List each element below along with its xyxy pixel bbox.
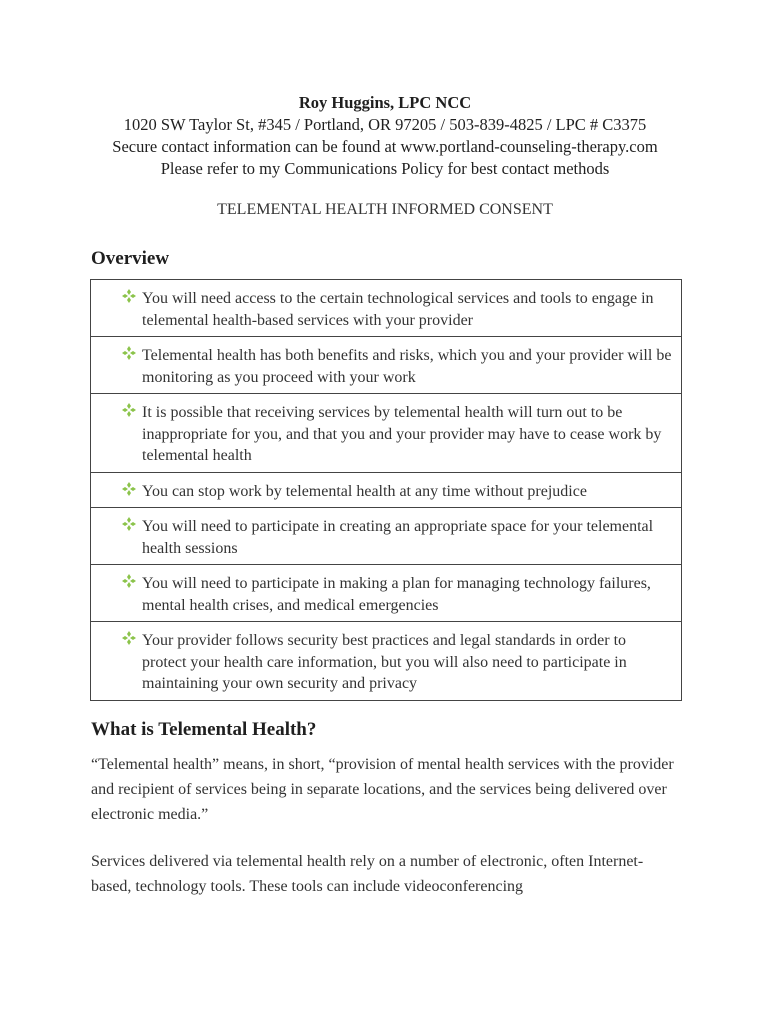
overview-item-text: You can stop work by telemental health at any time without prejudice xyxy=(142,482,587,500)
services-paragraph: Services delivered via telemental health rely on a number of electronic, often Internet-based, technology tools. These tools can include videoconferencing xyxy=(91,853,644,895)
overview-item-text: It is possible that receiving services by telemental health will turn out to be inappropriate for you, and that you and your provider may have to cease work by telemental health xyxy=(142,404,662,464)
diamond-bullet-icon xyxy=(122,346,136,360)
overview-row xyxy=(91,394,681,473)
overview-row xyxy=(91,565,681,622)
overview-table xyxy=(90,279,682,701)
diamond-bullet-icon xyxy=(122,403,136,417)
overview-row xyxy=(91,622,681,701)
policy-line: Please refer to my Communications Policy for best contact methods xyxy=(160,159,610,178)
overview-item-text: Telemental health has both benefits and risks, which you and your provider will be monitoring as you proceed with your work xyxy=(142,347,672,386)
letterhead xyxy=(0,92,770,180)
document-title: TELEMENTAL HEALTH INFORMED CONSENT xyxy=(217,201,553,218)
secure-contact-line: Secure contact information can be found at www.portland-counseling-therapy.com xyxy=(112,137,658,156)
diamond-bullet-icon xyxy=(122,574,136,588)
what-is-heading: What is Telemental Health? xyxy=(91,719,317,740)
overview-item-text: Your provider follows security best practices and legal standards in order to protect your health care information, but you will also need to participate in maintaining your own security and privacy xyxy=(142,632,627,692)
overview-row xyxy=(91,473,681,509)
diamond-bullet-icon xyxy=(122,289,136,303)
overview-row xyxy=(91,508,681,565)
overview-heading: Overview xyxy=(91,248,170,269)
overview-row xyxy=(91,337,681,394)
overview-item-text: You will need access to the certain technological services and tools to engage in telemental health-based services with your provider xyxy=(142,290,654,329)
diamond-bullet-icon xyxy=(122,482,136,496)
diamond-bullet-icon xyxy=(122,631,136,645)
overview-row xyxy=(91,280,681,337)
diamond-bullet-icon xyxy=(122,517,136,531)
definition-paragraph: “Telemental health” means, in short, “provision of mental health services with the provider and recipient of services being in separate locations, and the services being delivered over electronic media.” xyxy=(91,756,674,823)
overview-item-text: You will need to participate in creating an appropriate space for your telemental health sessions xyxy=(142,518,654,557)
provider-address: 1020 SW Taylor St, #345 / Portland, OR 97205 / 503-839-4825 / LPC # C3375 xyxy=(123,115,647,134)
overview-item-text: You will need to participate in making a plan for managing technology failures, mental health crises, and medical emergencies xyxy=(142,575,651,614)
provider-name: Roy Huggins, LPC NCC xyxy=(298,93,472,112)
